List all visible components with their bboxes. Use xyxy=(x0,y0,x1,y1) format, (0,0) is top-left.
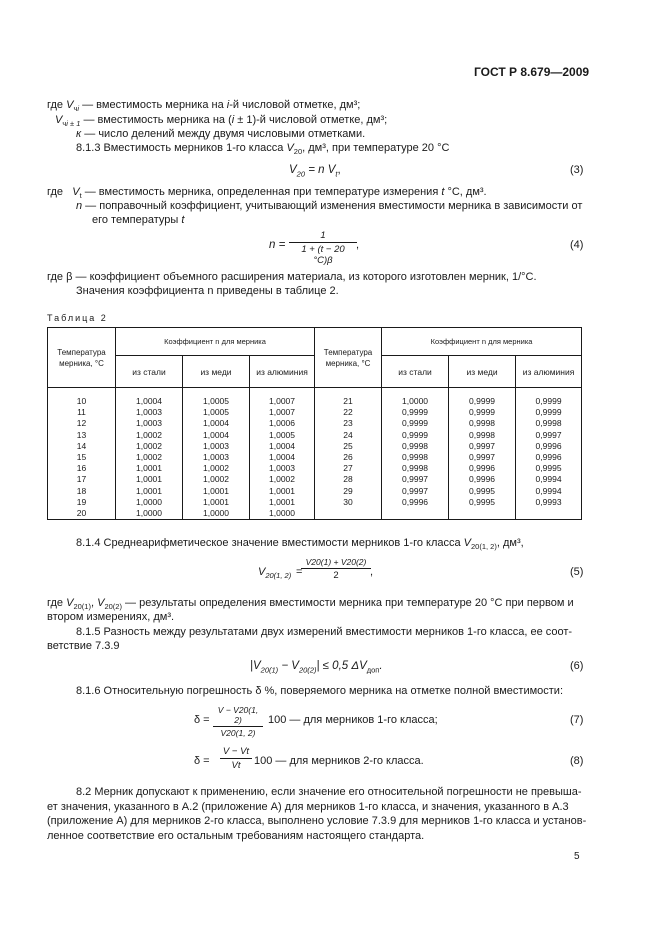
table-cell: 1,0003 xyxy=(183,441,250,452)
equation-4-fraction: $\frac{1}{1 + (t - 20 ^\circ C)\beta}$ xyxy=(289,230,357,266)
table-cell: 1,0005 xyxy=(183,388,250,408)
section-8-1-5-line2: ветствие 7.3.9 xyxy=(47,640,120,652)
equation-5-lhs: $V_{20(1, 2)}$ xyxy=(258,566,292,581)
table-cell: 1,0004 xyxy=(183,430,250,441)
definition-v-i-pm-1: $V_{чi \pm 1}$ — вместимость мерника на (i ± 1)-й числовой отметке, дм³; xyxy=(55,114,388,129)
table-cell: 0,9998 xyxy=(382,441,449,452)
table-cell: 0,9996 xyxy=(516,441,582,452)
table-cell: 22 xyxy=(315,407,382,418)
table-cell: 1,0005 xyxy=(183,407,250,418)
table-row xyxy=(48,463,582,474)
equation-number-8: (8) xyxy=(570,755,584,767)
table-cell: 23 xyxy=(315,418,382,429)
table-cell: 1,0003 xyxy=(250,463,315,474)
equation-8-fraction: $\frac{V - Vt}{Vt}$ xyxy=(220,746,252,771)
table-cell: 1,0005 xyxy=(250,430,315,441)
definition-v-t: где $V_t$ — вместимость мерника, определенная при температуре измерения t °С, дм³. xyxy=(47,186,487,201)
table-cell: 15 xyxy=(48,452,116,463)
table-body xyxy=(48,388,582,520)
table-row xyxy=(48,486,582,497)
definition-n: n — поправочный коэффициент, учитывающий изменения вместимости мерника в зависимости от xyxy=(76,200,583,212)
coefficient-table xyxy=(47,327,582,520)
header-coefficient-left: Коэффициент n для мерника xyxy=(116,328,315,356)
section-8-1-3: 8.1.3 Вместимость мерников 1-го класса $V_{20}$, дм³, при температуре 20 °С xyxy=(76,142,450,157)
table-cell: 1,0007 xyxy=(250,388,315,408)
table-cell: 21 xyxy=(315,388,382,408)
table-cell: 27 xyxy=(315,463,382,474)
header-temperature-right: Температура мерника, °С xyxy=(315,328,382,388)
table-cell: 1,0003 xyxy=(183,452,250,463)
definition-v-i: где $V_{чi}$ — вместимость мерника на i-й числовой отметке, дм³; xyxy=(47,99,361,114)
equation-4-comma: , xyxy=(356,239,360,251)
table-cell: 16 xyxy=(48,463,116,474)
table-cell: 0,9999 xyxy=(382,407,449,418)
equation-number-3: (3) xyxy=(570,164,584,176)
equation-5-equals: = xyxy=(296,566,303,578)
table-cell xyxy=(382,508,449,520)
equation-3: $V_{20} = n$ $V_t$, xyxy=(289,164,341,179)
equation-7-lhs: δ = xyxy=(194,714,210,726)
table-cell: 1,0002 xyxy=(250,474,315,485)
table-cell: 1,0001 xyxy=(250,497,315,508)
table-cell: 1,0007 xyxy=(250,407,315,418)
table-cell: 1,0002 xyxy=(116,441,183,452)
equation-8-rhs: 100 — для мерников 2-го класса. xyxy=(254,755,424,767)
table-cell xyxy=(449,508,516,520)
table-cell: 14 xyxy=(48,441,116,452)
equation-7-fraction: $\frac{V - V20(1, 2)}{V20(1, 2)}$ xyxy=(213,705,263,738)
table-cell: 0,9999 xyxy=(516,407,582,418)
table-cell: 0,9999 xyxy=(449,407,516,418)
definition-v20-results: где $V_{20(1)}$, $V_{20(2)}$ — результаты определения вместимости мерника при температуре 20 °С при первом и xyxy=(47,597,574,612)
table-cell: 30 xyxy=(315,497,382,508)
section-8-2-line4: ленное соответствие его остальным требованиям настоящего стандарта. xyxy=(47,830,425,842)
definition-k: к — число делений между двумя числовыми отметками. xyxy=(76,128,366,140)
header-copper-left: из меди xyxy=(183,356,250,388)
table-cell: 18 xyxy=(48,486,116,497)
table-cell: 28 xyxy=(315,474,382,485)
page-number: 5 xyxy=(574,851,580,862)
table-row xyxy=(48,452,582,463)
table-cell: 1,0001 xyxy=(116,463,183,474)
equation-number-4: (4) xyxy=(570,239,584,251)
table-row xyxy=(48,474,582,485)
table-cell: 0,9998 xyxy=(449,418,516,429)
table-cell xyxy=(516,508,582,520)
table-cell: 1,0002 xyxy=(116,430,183,441)
table-cell: 1,0001 xyxy=(116,474,183,485)
table-cell: 1,0001 xyxy=(183,497,250,508)
header-steel-left: из стали xyxy=(116,356,183,388)
section-8-2-line2: ет значения, указанного в А.2 (приложение А) для мерников 1-го класса, и значения, указанного в А.3 xyxy=(47,801,569,813)
header-coefficient-right: Коэффициент n для мерника xyxy=(382,328,582,356)
equation-number-7: (7) xyxy=(570,714,584,726)
table-cell xyxy=(315,508,382,520)
equation-number-6: (6) xyxy=(570,660,584,672)
header-temperature-left: Температура мерника, °С xyxy=(48,328,116,388)
table-cell: 19 xyxy=(48,497,116,508)
table-cell: 0,9994 xyxy=(516,474,582,485)
table-row xyxy=(48,388,582,408)
table-row xyxy=(48,497,582,508)
table-cell: 11 xyxy=(48,407,116,418)
equation-6: $|V_{20(1)} - V_{20(2)}| \le 0,5$ $\Delta V_{доп}$. xyxy=(250,660,383,675)
table-cell: 0,9993 xyxy=(516,497,582,508)
table-cell: 0,9998 xyxy=(382,463,449,474)
table-cell: 0,9996 xyxy=(449,463,516,474)
table-cell: 24 xyxy=(315,430,382,441)
table-cell: 1,0001 xyxy=(183,486,250,497)
table-cell: 1,0000 xyxy=(183,508,250,520)
table-cell: 29 xyxy=(315,486,382,497)
table-cell: 0,9996 xyxy=(382,497,449,508)
definition-v20-results-line2: втором измерениях, дм³. xyxy=(47,611,175,623)
table-row xyxy=(48,430,582,441)
table-cell: 0,9997 xyxy=(382,474,449,485)
table-cell: 0,9997 xyxy=(449,441,516,452)
table-cell: 0,9997 xyxy=(382,486,449,497)
equation-4-lhs: n = xyxy=(269,239,286,251)
table-cell: 1,0004 xyxy=(116,388,183,408)
table-cell: 1,0002 xyxy=(183,463,250,474)
table-cell: 12 xyxy=(48,418,116,429)
header-steel-right: из стали xyxy=(382,356,449,388)
table-cell: 1,0003 xyxy=(116,418,183,429)
table-cell: 0,9998 xyxy=(516,418,582,429)
section-8-1-5: 8.1.5 Разность между результатами двух измерений вместимости мерников 1-го класса, ее соот- xyxy=(76,626,573,638)
table-cell: 0,9999 xyxy=(449,388,516,408)
equation-7-rhs: 100 — для мерников 1-го класса; xyxy=(268,714,438,726)
table-cell: 0,9999 xyxy=(382,418,449,429)
table-cell: 1,0001 xyxy=(250,486,315,497)
table-cell: 1,0003 xyxy=(116,407,183,418)
definition-beta: где β — коэффициент объемного расширения материала, из которого изготовлен мерник, 1/°С. xyxy=(47,271,537,283)
table-cell: 0,9999 xyxy=(382,430,449,441)
table-cell: 0,9998 xyxy=(382,452,449,463)
table-cell: 17 xyxy=(48,474,116,485)
table-cell: 0,9997 xyxy=(449,452,516,463)
table-cell: 1,0004 xyxy=(183,418,250,429)
equation-8-lhs: δ = xyxy=(194,755,210,767)
table-row xyxy=(48,407,582,418)
definition-n-line2: его температуры t xyxy=(92,214,185,226)
table-cell: 0,9995 xyxy=(449,486,516,497)
section-8-2-line3: (приложение А) для мерников 2-го класса, выполнено условие 7.3.9 для мерников 1-го класса и установ- xyxy=(47,815,587,827)
table-cell: 0,9996 xyxy=(516,452,582,463)
section-8-1-4: 8.1.4 Среднеарифметическое значение вместимости мерников 1-го класса $V_{20(1, 2)}$, дм³, xyxy=(76,537,524,552)
table-caption: Таблица 2 xyxy=(47,313,108,323)
table-cell: 26 xyxy=(315,452,382,463)
section-8-2: 8.2 Мерник допускают к применению, если значение его относительной погрешности не превыша- xyxy=(76,786,582,798)
table-cell: 0,9995 xyxy=(516,463,582,474)
equation-5-fraction: $\frac{V20(1) + V20(2)}{2}$ xyxy=(301,557,371,581)
equation-number-5: (5) xyxy=(570,566,584,578)
table-row xyxy=(48,418,582,429)
table-reference: Значения коэффициента n приведены в таблице 2. xyxy=(76,285,339,297)
table-cell: 1,0000 xyxy=(250,508,315,520)
header-aluminium-right: из алюминия xyxy=(516,356,582,388)
table-cell: 0,9997 xyxy=(516,430,582,441)
table-cell: 1,0001 xyxy=(116,486,183,497)
table-cell: 1,0000 xyxy=(382,388,449,408)
table-cell: 1,0004 xyxy=(250,452,315,463)
table-cell: 1,0000 xyxy=(116,497,183,508)
table-cell: 0,9996 xyxy=(449,474,516,485)
table-cell: 0,9998 xyxy=(449,430,516,441)
table-cell: 0,9999 xyxy=(516,388,582,408)
equation-5-comma: , xyxy=(370,566,374,578)
table-cell: 20 xyxy=(48,508,116,520)
document-id: ГОСТ Р 8.679—2009 xyxy=(474,65,590,79)
table-cell: 1,0006 xyxy=(250,418,315,429)
header-aluminium-left: из алюминия xyxy=(250,356,315,388)
header-copper-right: из меди xyxy=(449,356,516,388)
section-8-1-6: 8.1.6 Относительную погрешность δ %, поверяемого мерника на отметке полной вместимости: xyxy=(76,685,564,697)
table-cell: 0,9995 xyxy=(449,497,516,508)
table-cell: 0,9994 xyxy=(516,486,582,497)
table-row xyxy=(48,441,582,452)
table-row xyxy=(48,508,582,520)
table-cell: 10 xyxy=(48,388,116,408)
table-cell: 1,0002 xyxy=(183,474,250,485)
table-cell: 1,0000 xyxy=(116,508,183,520)
table-cell: 1,0004 xyxy=(250,441,315,452)
table-cell: 13 xyxy=(48,430,116,441)
table-cell: 25 xyxy=(315,441,382,452)
table-cell: 1,0002 xyxy=(116,452,183,463)
